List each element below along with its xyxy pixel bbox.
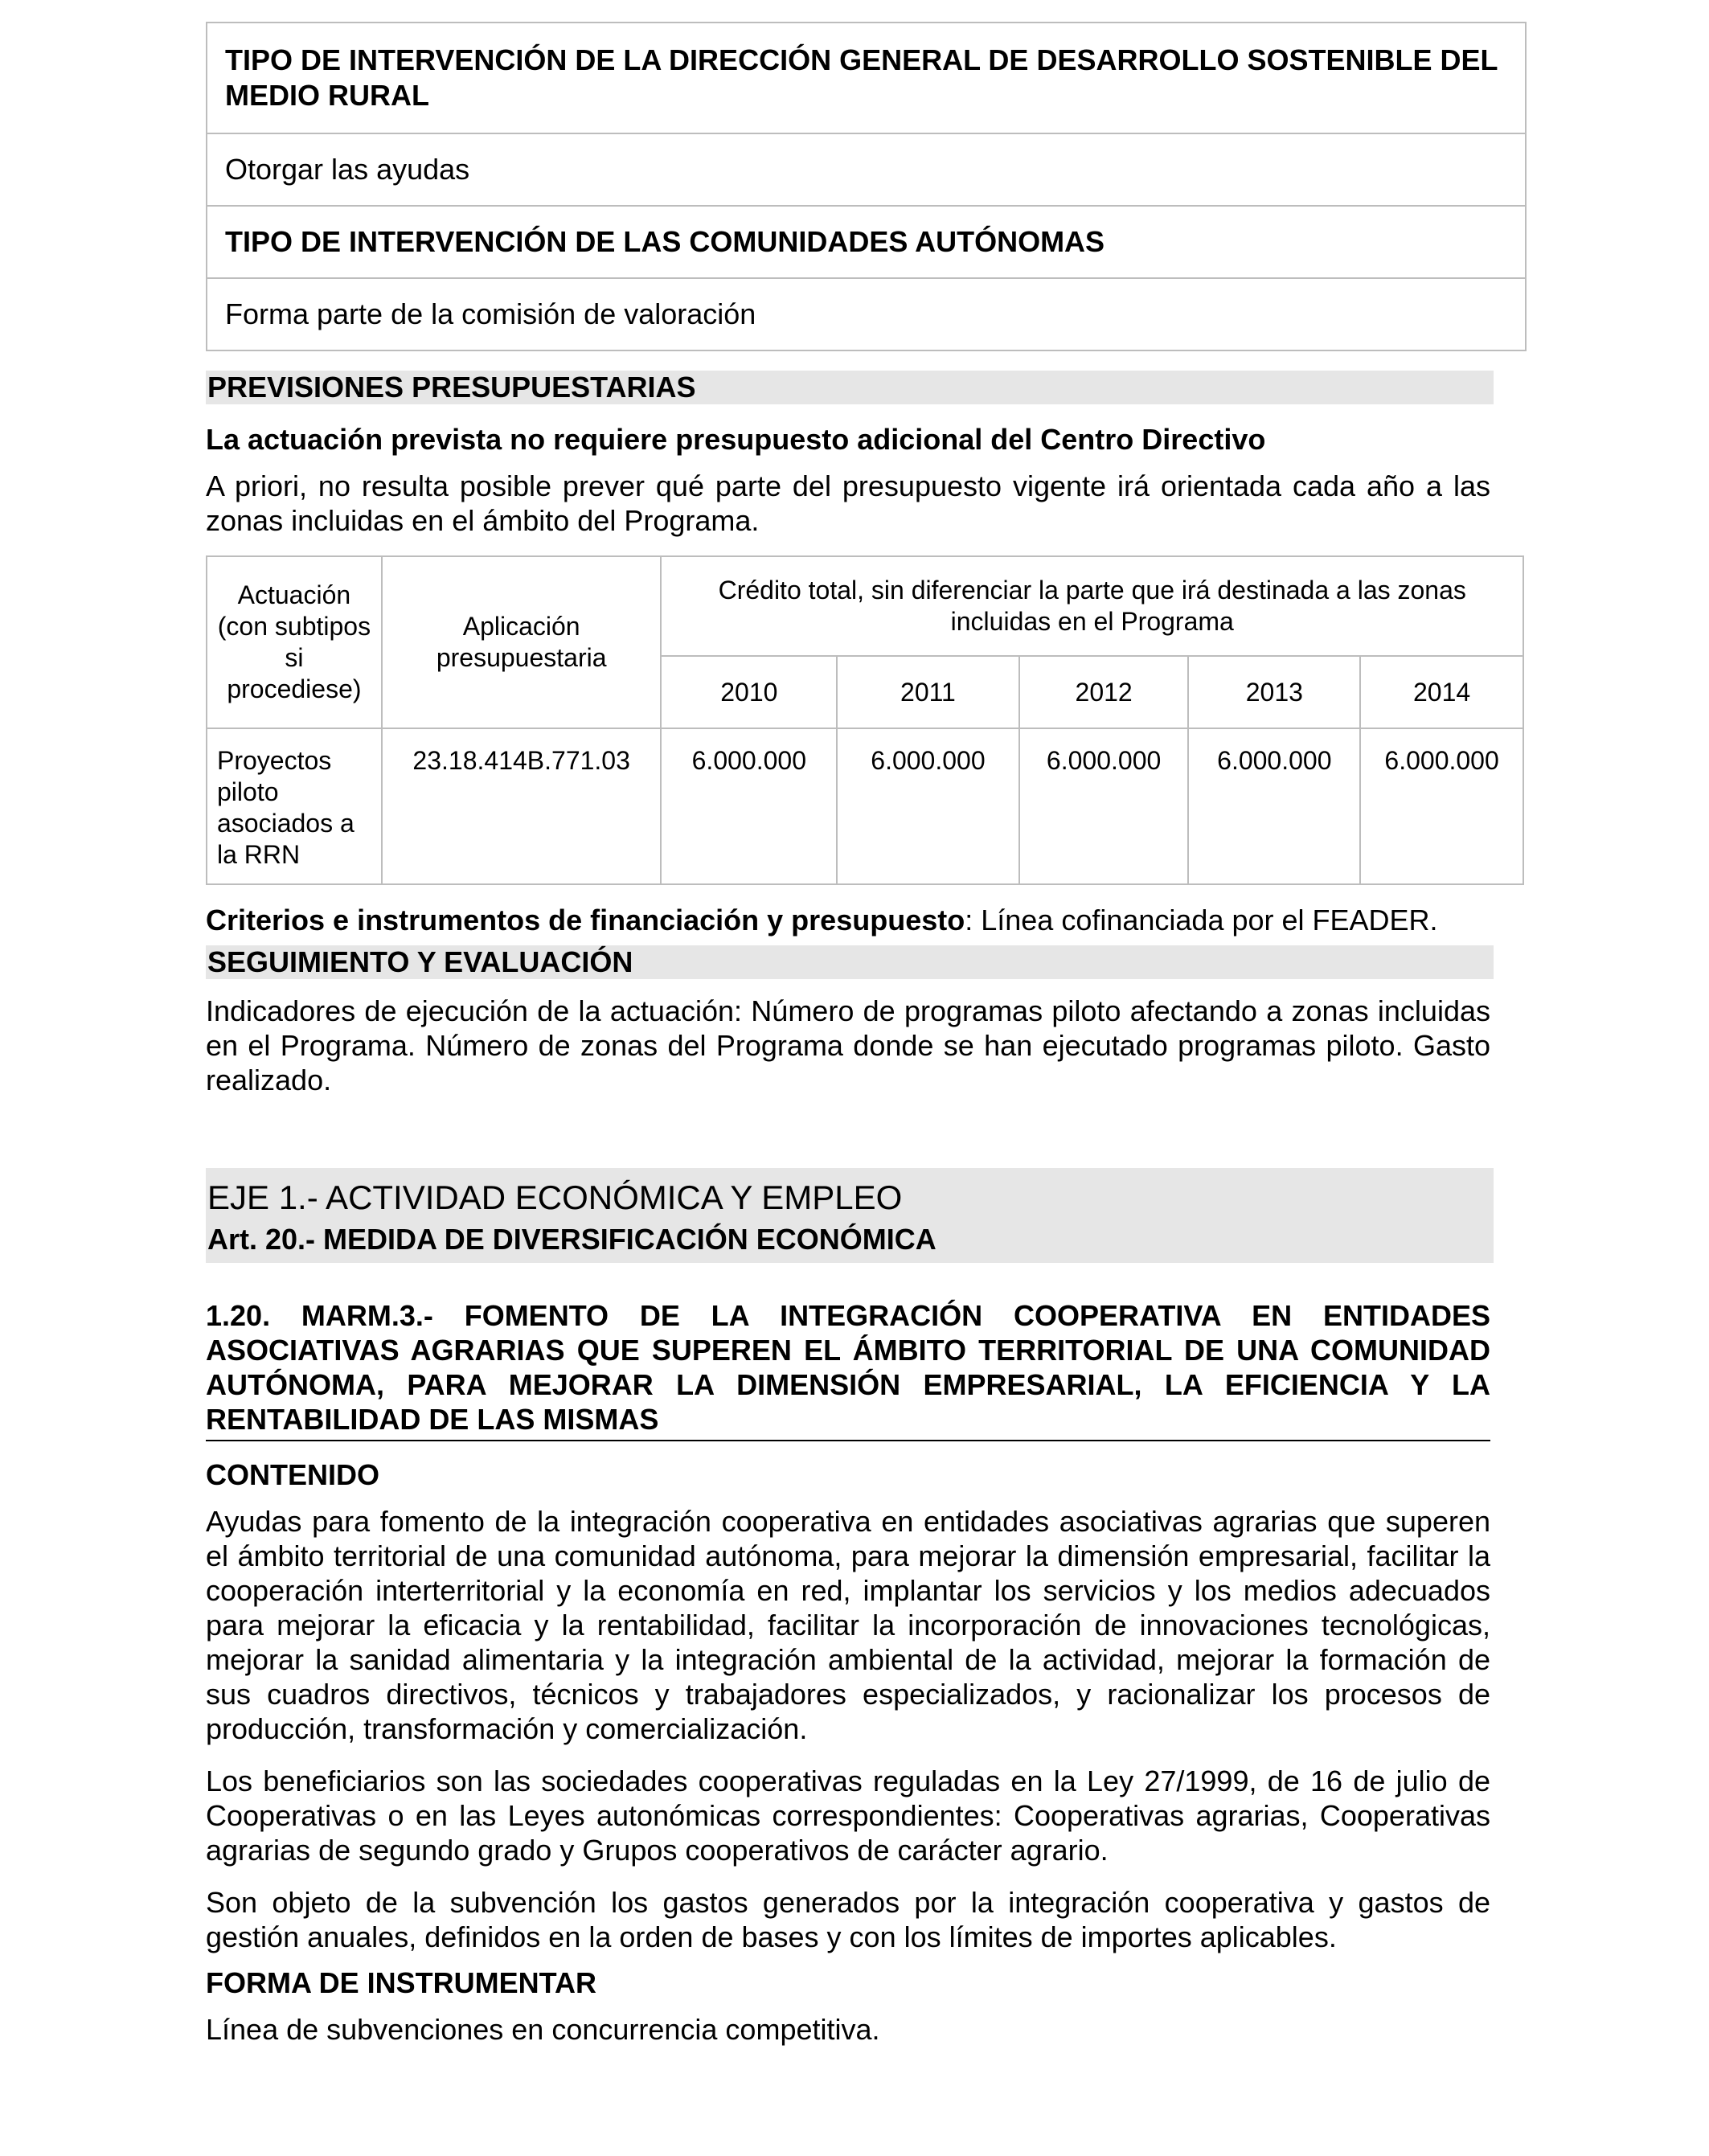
- row-actuacion: Proyectos piloto asociados a la RRN: [207, 728, 382, 884]
- row-aplicacion: 23.18.414B.771.03: [382, 728, 662, 884]
- eje-title: EJE 1.- ACTIVIDAD ECONÓMICA Y EMPLEO: [207, 1178, 903, 1216]
- year-header: 2012: [1019, 656, 1189, 728]
- budget-table: [206, 555, 1524, 885]
- intervention-dg-heading: TIPO DE INTERVENCIÓN DE LA DIRECCIÓN GENERAL DE DESARROLLO SOSTENIBLE DEL MEDIO RURAL: [225, 43, 1498, 112]
- seguimiento-heading: SEGUIMIENTO Y EVALUACIÓN: [206, 945, 1494, 979]
- intervention-ca-value: Forma parte de la comisión de valoración: [207, 277, 1525, 350]
- year-header: 2014: [1360, 656, 1523, 728]
- measure-title: 1.20. MARM.3.- FOMENTO DE LA INTEGRACIÓN COOPERATIVA EN ENTIDADES ASOCIATIVAS AGRARIAS QUE SUPEREN EL ÁMBITO TERRITORIAL DE UNA COMUNIDAD AUTÓNOMA, PARA MEJORAR LA DIMENSIÓN EMPRESARIAL, LA EFICIENCIA Y LA RENTABILIDAD DE LAS MISMAS: [206, 1298, 1490, 1441]
- row-value: 6.000.000: [1188, 728, 1360, 884]
- previsiones-subheading: La actuación prevista no requiere presupuesto adicional del Centro Directivo: [206, 423, 1266, 456]
- year-header: 2013: [1188, 656, 1360, 728]
- eje-header: [206, 1168, 1494, 1263]
- document-page: [206, 22, 1527, 2047]
- row-value: 6.000.000: [1360, 728, 1523, 884]
- contenido-paragraph-3: Son objeto de la subvención los gastos generados por la integración cooperativa y gastos de gestión anuales, definidos en la orden de bases y con los límites de importes aplicables.: [206, 1886, 1490, 1953]
- row-value: 6.000.000: [837, 728, 1019, 884]
- contenido-heading: CONTENIDO: [206, 1458, 379, 1491]
- col-aplicacion-header: Aplicación presupuestaria: [382, 556, 662, 728]
- eje-article: Art. 20.- MEDIDA DE DIVERSIFICACIÓN ECONÓMICA: [207, 1223, 936, 1256]
- intervention-dg-value: Otorgar las ayudas: [207, 133, 1525, 205]
- criterios-text: : Línea cofinanciada por el FEADER.: [965, 904, 1438, 937]
- row-value: 6.000.000: [661, 728, 837, 884]
- intervention-box: [206, 22, 1527, 351]
- year-header: 2011: [837, 656, 1019, 728]
- col-credito-header: Crédito total, sin diferenciar la parte que irá destinada a las zonas incluidas en el Programa: [661, 556, 1523, 656]
- year-header: 2010: [661, 656, 837, 728]
- intervention-ca-heading: TIPO DE INTERVENCIÓN DE LAS COMUNIDADES AUTÓNOMAS: [207, 205, 1525, 277]
- criterios-label: Criterios e instrumentos de financiación y presupuesto: [206, 904, 965, 937]
- contenido-paragraph-1: Ayudas para fomento de la integración cooperativa en entidades asociativas agrarias que superen el ámbito territorial de una comunidad autónoma, para mejorar la dimensión empresarial, facilitar la cooperación interterritorial y la economía en red, implantar los servicios y los medios adecuados para mejorar la eficacia y la rentabilidad, facilitar la incorporación de innovaciones tecnológicas, mejorar la sanidad alimentaria y la integración ambiental de la actividad, mejorar la formación de sus cuadros directivos, técnicos y trabajadores especializados, y racionalizar los procesos de producción, transformación y comercialización.: [206, 1505, 1490, 1745]
- forma-heading: FORMA DE INSTRUMENTAR: [206, 1966, 596, 1999]
- col-actuacion-header: Actuación (con subtipos si procediese): [207, 556, 382, 728]
- previsiones-paragraph: A priori, no resulta posible prever qué parte del presupuesto vigente irá orientada cada año a las zonas incluidas en el ámbito del Programa.: [206, 469, 1490, 537]
- seguimiento-paragraph: Indicadores de ejecución de la actuación: Número de programas piloto afectando a zonas incluidas en el Programa. Número de zonas del Programa donde se han ejecutado programas piloto. Gasto realizado.: [206, 994, 1490, 1096]
- contenido-paragraph-2: Los beneficiarios son las sociedades cooperativas reguladas en la Ley 27/1999, de 16 de julio de Cooperativas o en las Leyes autonómicas correspondientes: Cooperativas agrarias, Cooperativas agrarias de segundo grado y Grupos cooperativos de carácter agrario.: [206, 1765, 1490, 1867]
- forma-text: Línea de subvenciones en concurrencia competitiva.: [206, 2013, 880, 2046]
- row-value: 6.000.000: [1019, 728, 1189, 884]
- criterios-paragraph: [206, 903, 1490, 937]
- previsiones-heading: PREVISIONES PRESUPUESTARIAS: [206, 371, 1494, 404]
